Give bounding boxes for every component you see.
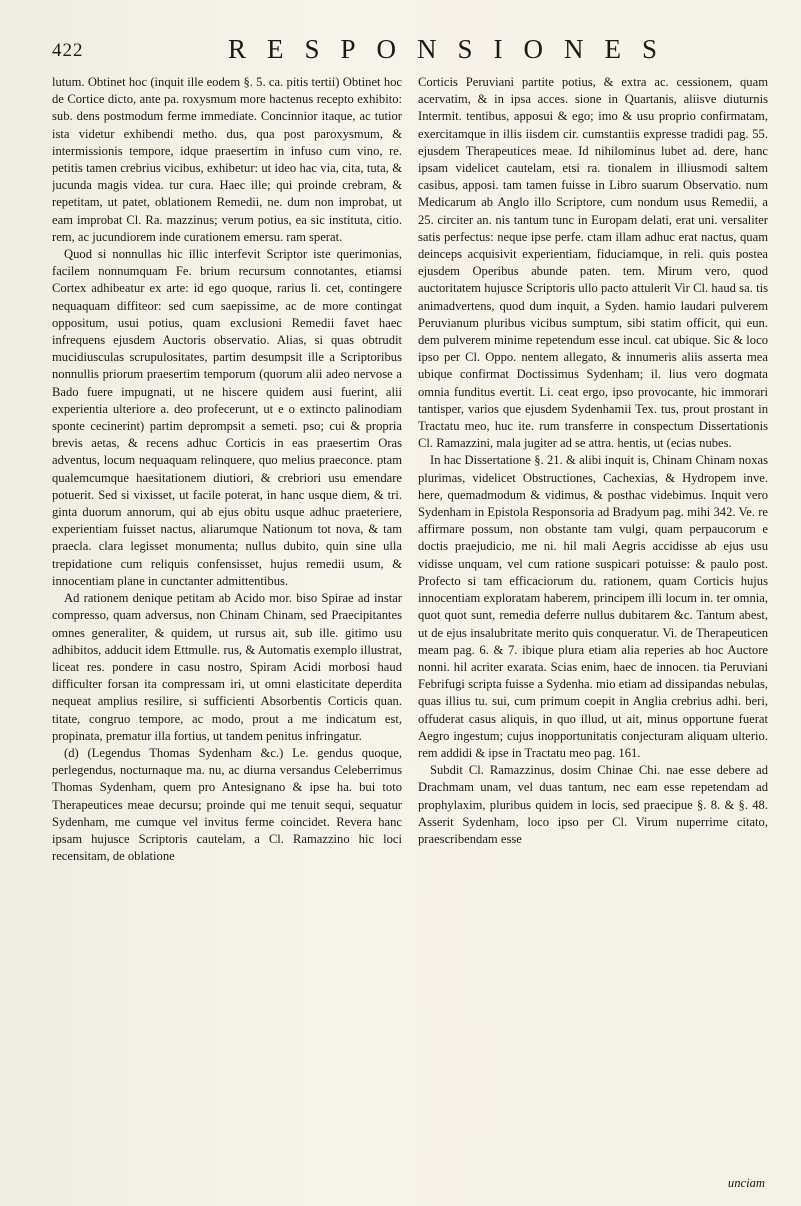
- paragraph: Corticis Peruviani partite potius, & extra ac. cessionem, quam acervatim, & in ipsa acces. sione in Quartanis, aliisve diuturnis Intermit. tentibus, apposui & ego; imo & usu proprio confirmatam, exercitamque in illis iisdem cir. cumstantiis expresse tradidi pag. 55. ejusdem Therapeutices meae. Id nihilominus lubet ad. dere, hanc ipsam videlicet cautelam, etsi ra. tionalem in illiusmodi saltem casibus, apposi. tam tamen fuisse in Libro suarum Observatio. num Medicarum ab Anglo illo Scriptore, cum nondum usus Remedii, a 25. circiter an. nis tantum tunc in Europam delati, erat uni. versaliter satis perfectus: neque ipse perfe. ctam illam adhuc erat nactus, quam deinceps acquisivit experientiam, fiduciamque, in reli. quis postea ejusdem Operibus abunde paten. tem. Mirum vero, quod auctoritatem hujusce Scriptoris ullo pacto attulerit Vir Cl. haud sa. tis animadvertens, quod dum inquit, a Syden. hamio laudari pulverem Peruvianum pluribus vicibus sumptum, sibi statim officit, qui eun. dem pulverem minime repetendum esse incul. cat ubique. Sic & loco ipso per Cl. Oppo. nentem allegato, & innumeris aliis asserta mea ubique confirmat Doctissimus Sydenham; il. lius vero dogmata omnia funditus evertit. Li. ceat ergo, ipso provocante, hic immorari tantisper, varios que ejusdem Sydenhamii Tex. tus, prout prostant in Tractatu meo, huc ite. rum transferre in conspectum Dissertationis Cl. Ramazzini, mala jugiter ad se attra. hentis, ut (ecias nubes.: [418, 75, 768, 451]
- left-text-column: [52, 74, 402, 1174]
- page-number: 422: [52, 40, 84, 61]
- paragraph: In hac Dissertatione §. 21. & alibi inquit is, Chinam Chinam noxas plurimas, videlicet Obstructiones, Cachexias, & Hydropem inve. here, quemadmodum & vidimus, & posthac videbimus. Inquit vero Sydenham in Epistola Responsoria ad Bradyum pag. mihi 342. Ve. re affirmare possum, non obstante tam vulgi, quam perpaucorum e doctis praejudicio, me ni. hil mali Aegris accidisse ab ejus usu vidisse unquam, vel cum ratione suspicari potuisse: & paulo post. Profecto si tam efficaciorum du. rationem, quam Corticis hujus innocentiam exploratam haberem, principem illi locum in. ter omnia, quot quot sunt, remedia deferre nullus dubitarem &c. Tantum abest, ut de ejus insalubritate merito quis conqueratur. Vi. de Therapeuticen meam pag. 6. & 7. ibique plura etiam alia reperies ab hoc Auctore nonni. hil acriter exarata. Scias enim, haec de innocen. tia Peruviani Febrifugi scripta fuisse a Sydenha. mio etiam ad dissipandas nebulas, quas illius tu. sui, cum primum coepit in Anglia crebrius adhi. beri, offuderat casus aliquis, in quo illud, ut ait, minus opportune fuerat Aegro ingestum; cujus inopportunitatis conjecturam aliquam ulterio. rem addidi & ipse in Tractatu meo pag. 161.: [418, 453, 768, 760]
- paragraph: lutum. Obtinet hoc (inquit ille eodem §. 5. ca. pitis tertii) Obtinet hoc de Cortice dicto, ante pa. roxysmum more hactenus recepto exhibito: sub. dens postmodum ferme immediate. Concinnior itaque, ac tutior ista videtur exhibendi metho. dus, qua post paroxysmum, & intermissionis tempore, idque praesertim in infuso cum vino, re. petitis tamen crebrius vicibus, exhibetur: ut ideo hac via, cita, tuta, & jucunda magis videa. tur cura. Haec ille; qui proinde crebram, & repetitam, ut patet, oblationem Remedii, ne. dum non improbat, ut eam improbat Cl. Ra. mazzinus; verum potius, ea sic instituta, citio. rem, ac jucundiorem inde curationem emersu. ram sperat.: [52, 75, 402, 244]
- catchword: unciam: [727, 1176, 765, 1190]
- running-title: RESPONSIONES: [227, 34, 679, 64]
- right-text-column: [418, 74, 768, 1174]
- page-header: [52, 34, 767, 68]
- paragraph: Ad rationem denique petitam ab Acido mor. biso Spirae ad instar compresso, quam adversus, non Chinam Chinam, sed Praecipitantes omnes generaliter, & quidem, ut rursus ait, sub ille. gitimo usu adhibitos, adducit idem Ettmulle. rus, & Automatis exemplo illustrat, liceat res. pondere in casu nostro, Spiram Acidi morbosi haud difficulter forsan ita compressam iri, ut omni elasticitate deperdita nequeat amplius resilire, si sufficienti Absorbentis Corticis quan. titate, congruo tempore, ac modo, prout a me indicatum est, propinata, prematur illa fortius, ut tandem penitus infringatur.: [52, 591, 402, 743]
- paragraph: (d) (Legendus Thomas Sydenham &c.) Le. gendus quoque, perlegendus, nocturnaque ma. nu, ac diurna versandus Celeberrimus Thomas Sydenham, quem pro Antesignano & ipse ha. bui toto Therapeutices meae decursu; proinde qui me tenuit sequi, sequatur Sydenham, me cumque vel invitus ferme coincidet. Revera hanc ipsam hujusce Scriptoris cautelam, a Cl. Ramazzino hic loci recensitam, de oblatione: [52, 745, 402, 864]
- paragraph: Subdit Cl. Ramazzinus, dosim Chinae Chi. nae esse debere ad Drachmam unam, vel duas tantum, nec eam esse repetendam ad prophylaxim, pluribus quidem in locis, sed praecipue §. 8. & §. 48. Asserit Sydenham, loco ipso per Cl. Virum nuperrime citato, praescribendam esse: [418, 763, 768, 846]
- paragraph: Quod si nonnullas hic illic interfevit Scriptor iste querimonias, facilem nonnumquam Fe. brium recursum connotantes, etiamsi Cortex adhibeatur ex arte: id ego quoque, rarius li. cet, contingere nequaquam diffiteor: sed cum saepissime, ac de more contingat oppositum, usui potius, quam exclusioni Remedii favet haec infrequens ejusdem Auctoris observatio. Alias, si quas obtrudit mucidiusculas scrupulositates, partim desumpsit ille a Scriptoribus nonnullis priorum praesertim temporum (quorum alii adeo nervose a Bado fuere impugnati, ut ne hiscere quidem ausi fuerint, alii experientia ulteriore a. deo profecerunt, ut e o extincto palinodiam sponte cecinerint) partim deprompsit a semeti. pso; cui & propria brevis aetas, & recens adhuc Corticis in eas praesertim Oras adventus, locum nequaquam relinquere, quo melius praeconce. ptam qualemcumque haesitationem diutiori, & crebriori usu emendare potuerit. Sed si vixisset, ut facile poterat, in hanc usque diem, & tri. ginta duorum annorum, qui ab ejus obitu usque adhuc praeteriere, experientiam fuisset nactus, aliarumque Nationum tot nova, & tam praecla. clara legisset monumenta; nullus dubito, quin sine ulla trepidatione cum reliquis confensisset, hujus remedii usum, & innocentiam plane in cunctanter admittentibus.: [52, 247, 402, 588]
